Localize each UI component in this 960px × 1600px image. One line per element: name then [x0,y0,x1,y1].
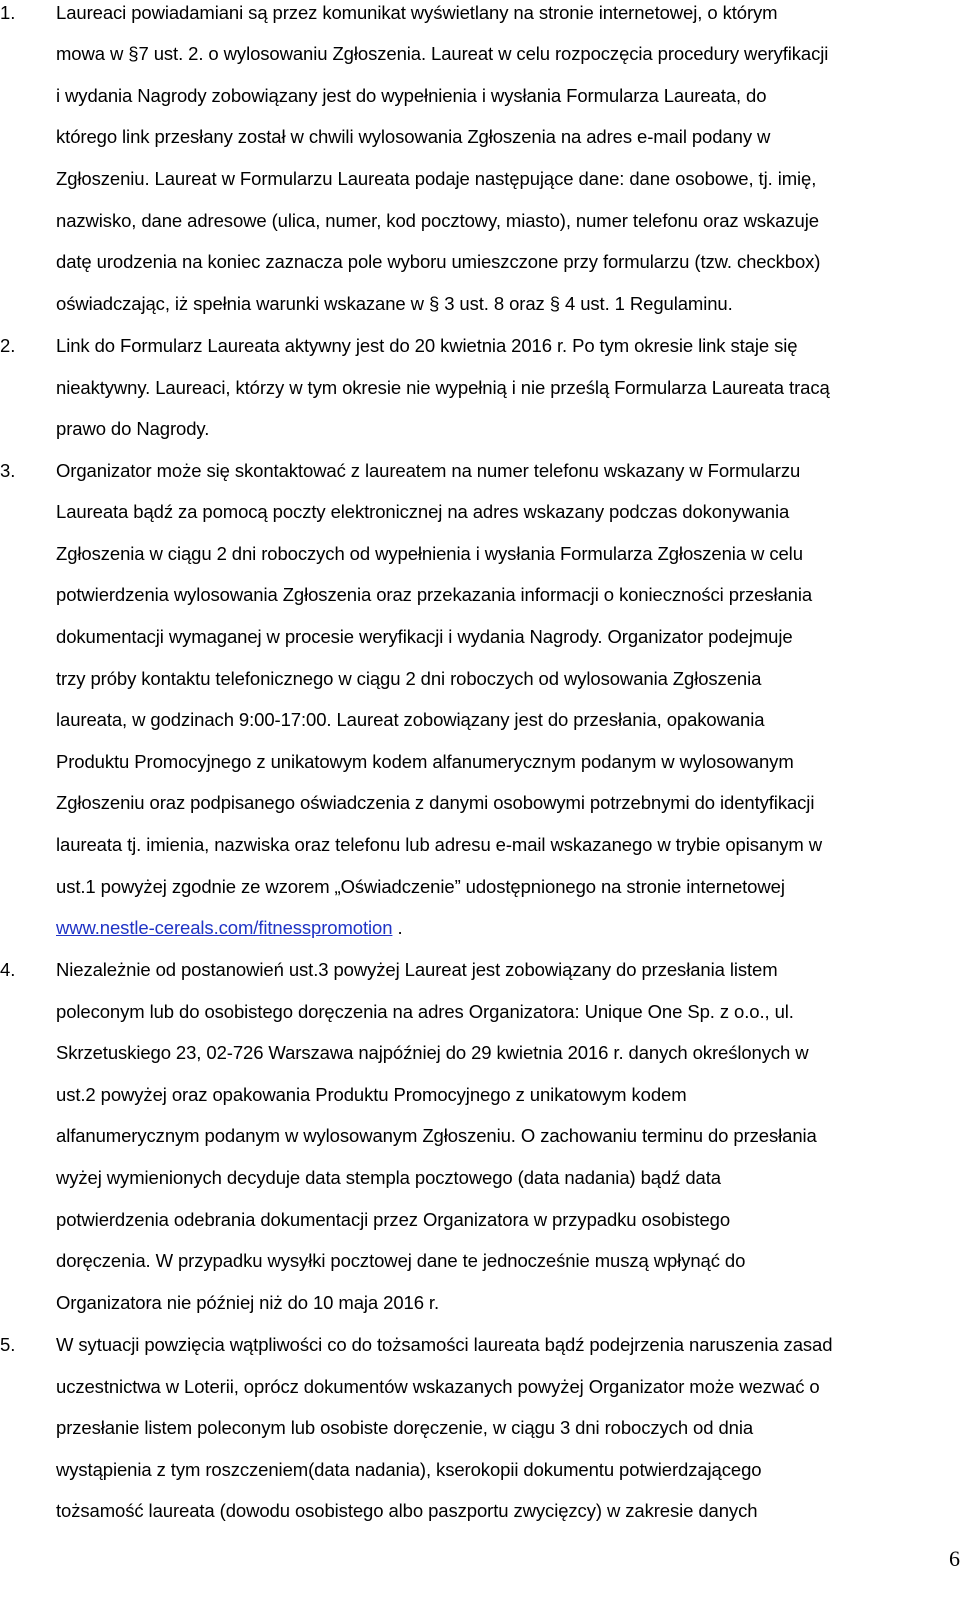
text-line: tożsamość laureata (dowodu osobistego albo paszportu zwycięzcy) w zakresie danych [56,1500,758,1521]
text-line: Zgłoszeniu. Laureat w Formularzu Laureata podaje następujące dane: dane osobowe, tj. imię, [56,168,817,189]
text-line: nieaktywny. Laureaci, którzy w tym okresie nie wypełnią i nie prześlą Formularza Laureata tracą [56,377,830,398]
text-line: doręczenia. W przypadku wysyłki pocztowej dane te jednocześnie muszą wpłynąć do [56,1250,746,1271]
list-number: 5. [0,1334,16,1355]
text-line: potwierdzenia wylosowania Zgłoszenia oraz przekazania informacji o konieczności przesłania [56,584,813,605]
list-number: 3. [0,460,16,481]
text-line: wyżej wymienionych decyduje data stempla pocztowego (data nadania) bądź data [56,1167,721,1188]
text-line: Zgłoszenia w ciągu 2 dni roboczych od wypełnienia i wysłania Formularza Zgłoszenia w celu [56,543,803,564]
text-line: przesłanie listem poleconym lub osobiste doręczenie, w ciągu 3 dni roboczych od dnia [56,1417,754,1438]
text-line: Niezależnie od postanowień ust.3 powyżej Laureat jest zobowiązany do przesłania listem [56,959,778,980]
text-line: ust.1 powyżej zgodnie ze wzorem „Oświadczenie” udostępnionego na stronie internetowej [56,876,785,897]
text-line: W sytuacji powzięcia wątpliwości co do tożsamości laureata bądź podejrzenia naruszenia zasad [56,1334,833,1355]
list-number: 1. [0,2,16,23]
text-line: Organizatora nie później niż do 10 maja 2016 r. [56,1292,440,1313]
text-line: potwierdzenia odebrania dokumentacji przez Organizatora w przypadku osobistego [56,1209,731,1230]
text-line: ust.2 powyżej oraz opakowania Produktu Promocyjnego z unikatowym kodem [56,1084,687,1105]
text-line: datę urodzenia na koniec zaznacza pole wyboru umieszczone przy formularzu (tzw. checkbox) [56,251,821,272]
text-line: oświadczając, iż spełnia warunki wskazane w § 3 ust. 8 oraz § 4 ust. 1 Regulaminu. [56,293,733,314]
text-line: dokumentacji wymaganej w procesie weryfikacji i wydania Nagrody. Organizator podejmuje [56,626,793,647]
text-line: laureata, w godzinach 9:00-17:00. Laureat zobowiązany jest do przesłania, opakowania [56,709,765,730]
text-line: Produktu Promocyjnego z unikatowym kodem alfanumerycznym podanym w wylosowanym [56,751,794,772]
text-line: Skrzetuskiego 23, 02-726 Warszawa najpóźniej do 29 kwietnia 2016 r. danych określonych w [56,1042,809,1063]
list-number: 4. [0,959,16,980]
text-line: trzy próby kontaktu telefonicznego w ciągu 2 dni roboczych od wylosowania Zgłoszenia [56,668,762,689]
text-line: poleconym lub do osobistego doręczenia na adres Organizatora: Unique One Sp. z o.o., ul. [56,1001,794,1022]
text-line: mowa w §7 ust. 2. o wylosowaniu Zgłoszenia. Laureat w celu rozpoczęcia procedury weryfikacji [56,43,829,64]
text-line: wystąpienia z tym roszczeniem(data nadania), kserokopii dokumentu potwierdzającego [56,1459,762,1480]
promotion-link[interactable]: www.nestle-cereals.com/fitnesspromotion [56,917,393,938]
link-line [56,917,403,939]
text-line: Laureaci powiadamiani są przez komunikat wyświetlany na stronie internetowej, o którym [56,2,778,23]
text-line: Laureata bądź za pomocą poczty elektronicznej na adres wskazany podczas dokonywania [56,501,790,522]
text-line: Organizator może się skontaktować z laureatem na numer telefonu wskazany w Formularzu [56,460,801,481]
link-line-suffix: . [392,917,403,938]
text-line: Zgłoszeniu oraz podpisanego oświadczenia z danymi osobowymi potrzebnymi do identyfikacji [56,792,815,813]
text-line: nazwisko, dane adresowe (ulica, numer, kod pocztowy, miasto), numer telefonu oraz wskazuje [56,210,819,231]
list-number: 2. [0,335,16,356]
text-line: alfanumerycznym podanym w wylosowanym Zgłoszeniu. O zachowaniu terminu do przesłania [56,1125,817,1146]
text-line: Link do Formularz Laureata aktywny jest do 20 kwietnia 2016 r. Po tym okresie link staje się [56,335,798,356]
text-line: prawo do Nagrody. [56,418,210,439]
text-line: laureata tj. imienia, nazwiska oraz telefonu lub adresu e-mail wskazanego w trybie opisanym w [56,834,823,855]
text-line: którego link przesłany został w chwili wylosowania Zgłoszenia na adres e-mail podany w [56,126,771,147]
text-line: uczestnictwa w Loterii, oprócz dokumentów wskazanych powyżej Organizator może wezwać o [56,1376,820,1397]
page-number: 6 [949,1546,960,1571]
text-line: i wydania Nagrody zobowiązany jest do wypełnienia i wysłania Formularza Laureata, do [56,85,767,106]
